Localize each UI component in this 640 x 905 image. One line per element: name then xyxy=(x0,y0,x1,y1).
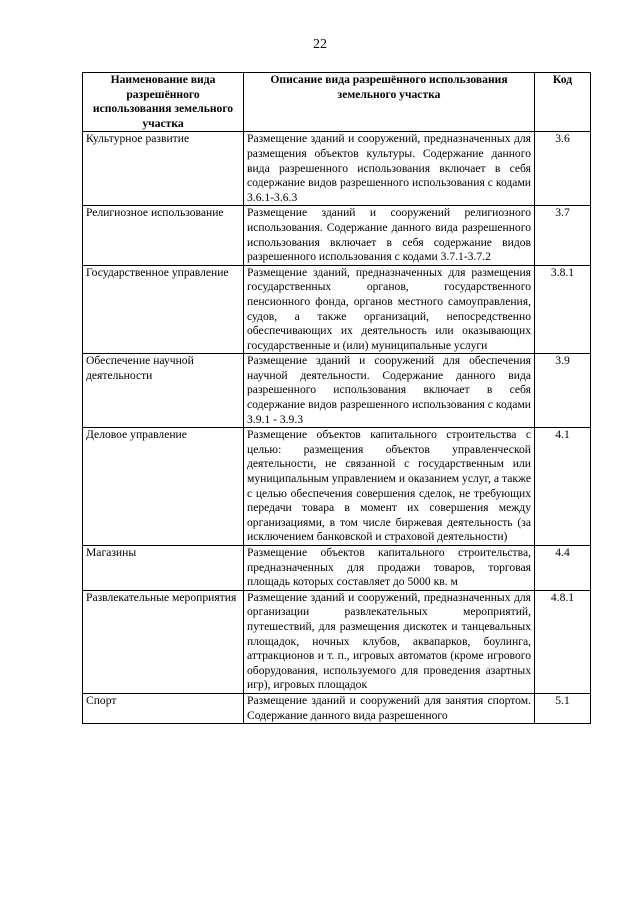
use-name: Развлекательные мероприятия xyxy=(83,590,244,693)
page-number: 22 xyxy=(313,37,327,52)
table-row xyxy=(83,546,591,591)
table-header-row xyxy=(83,73,591,132)
use-code: 4.4 xyxy=(535,546,591,591)
use-name: Магазины xyxy=(83,546,244,591)
use-code: 3.6 xyxy=(535,132,591,206)
header-name: Наименование вида разрешённого использования земельного участка xyxy=(83,73,244,132)
use-name: Государственное управление xyxy=(83,265,244,354)
use-code: 5.1 xyxy=(535,693,591,723)
use-description: Размещение зданий и сооружений, предназначенных для организации развлекательных мероприятий, путешествий, для размещения дискотек и танцевальных площадок, ночных клубов, аквапарков, боулинга, аттракционов и т. п., игровых автоматов (кроме игрового оборудования, используемого для проведения азартных игр), игровых площадок xyxy=(244,590,535,693)
header-description: Описание вида разрешённого использования земельного участка xyxy=(244,73,535,132)
table-row xyxy=(83,206,591,265)
use-code: 3.7 xyxy=(535,206,591,265)
use-description: Размещение объектов капитального строительства, предназначенных для продажи товаров, торговая площадь которых составляет до 5000 кв. м xyxy=(244,546,535,591)
table-row xyxy=(83,132,591,206)
use-description: Размещение зданий, предназначенных для размещения государственных органов, государственного пенсионного фонда, органов местного самоуправления, судов, а также организаций, непосредственно обеспечивающих их деятельность или оказывающих государственные и (или) муниципальные услуги xyxy=(244,265,535,354)
use-code: 3.9 xyxy=(535,354,591,428)
use-code: 3.8.1 xyxy=(535,265,591,354)
use-description: Размещение зданий и сооружений для обеспечения научной деятельности. Содержание данного вида разрешенного использования включает в себя содержание видов разрешенного использования с кодами 3.9.1 - 3.9.3 xyxy=(244,354,535,428)
use-description: Размещение зданий и сооружений для занятия спортом. Содержание данного вида разрешенного xyxy=(244,693,535,723)
table-row xyxy=(83,428,591,546)
use-name: Культурное развитие xyxy=(83,132,244,206)
use-name: Деловое управление xyxy=(83,428,244,546)
table-row xyxy=(83,354,591,428)
use-description: Размещение зданий и сооружений, предназначенных для размещения объектов культуры. Содержание данного вида разрешенного использования включает в себя содержание видов разрешенного использования с кодами 3.6.1-3.6.3 xyxy=(244,132,535,206)
use-code: 4.1 xyxy=(535,428,591,546)
table-row xyxy=(83,693,591,723)
header-code: Код xyxy=(535,73,591,132)
land-use-table xyxy=(82,72,591,724)
use-name: Обеспечение научной деятельности xyxy=(83,354,244,428)
use-description: Размещение зданий и сооружений религиозного использования. Содержание данного вида разрешенного использования включает в себя содержание видов разрешенного использования с кодами 3.7.1-3.7.2 xyxy=(244,206,535,265)
table-row xyxy=(83,265,591,354)
use-code: 4.8.1 xyxy=(535,590,591,693)
use-name: Спорт xyxy=(83,693,244,723)
use-description: Размещение объектов капитального строительства с целью: размещения объектов управленческой деятельности, не связанной с государственным или муниципальным управлением и оказанием услуг, а также с целью обеспечения совершения сделок, не требующих передачи товара в момент их совершения между организациями, в том числе биржевая деятельность (за исключением банковской и страховой деятельности) xyxy=(244,428,535,546)
use-name: Религиозное использование xyxy=(83,206,244,265)
table-row xyxy=(83,590,591,693)
